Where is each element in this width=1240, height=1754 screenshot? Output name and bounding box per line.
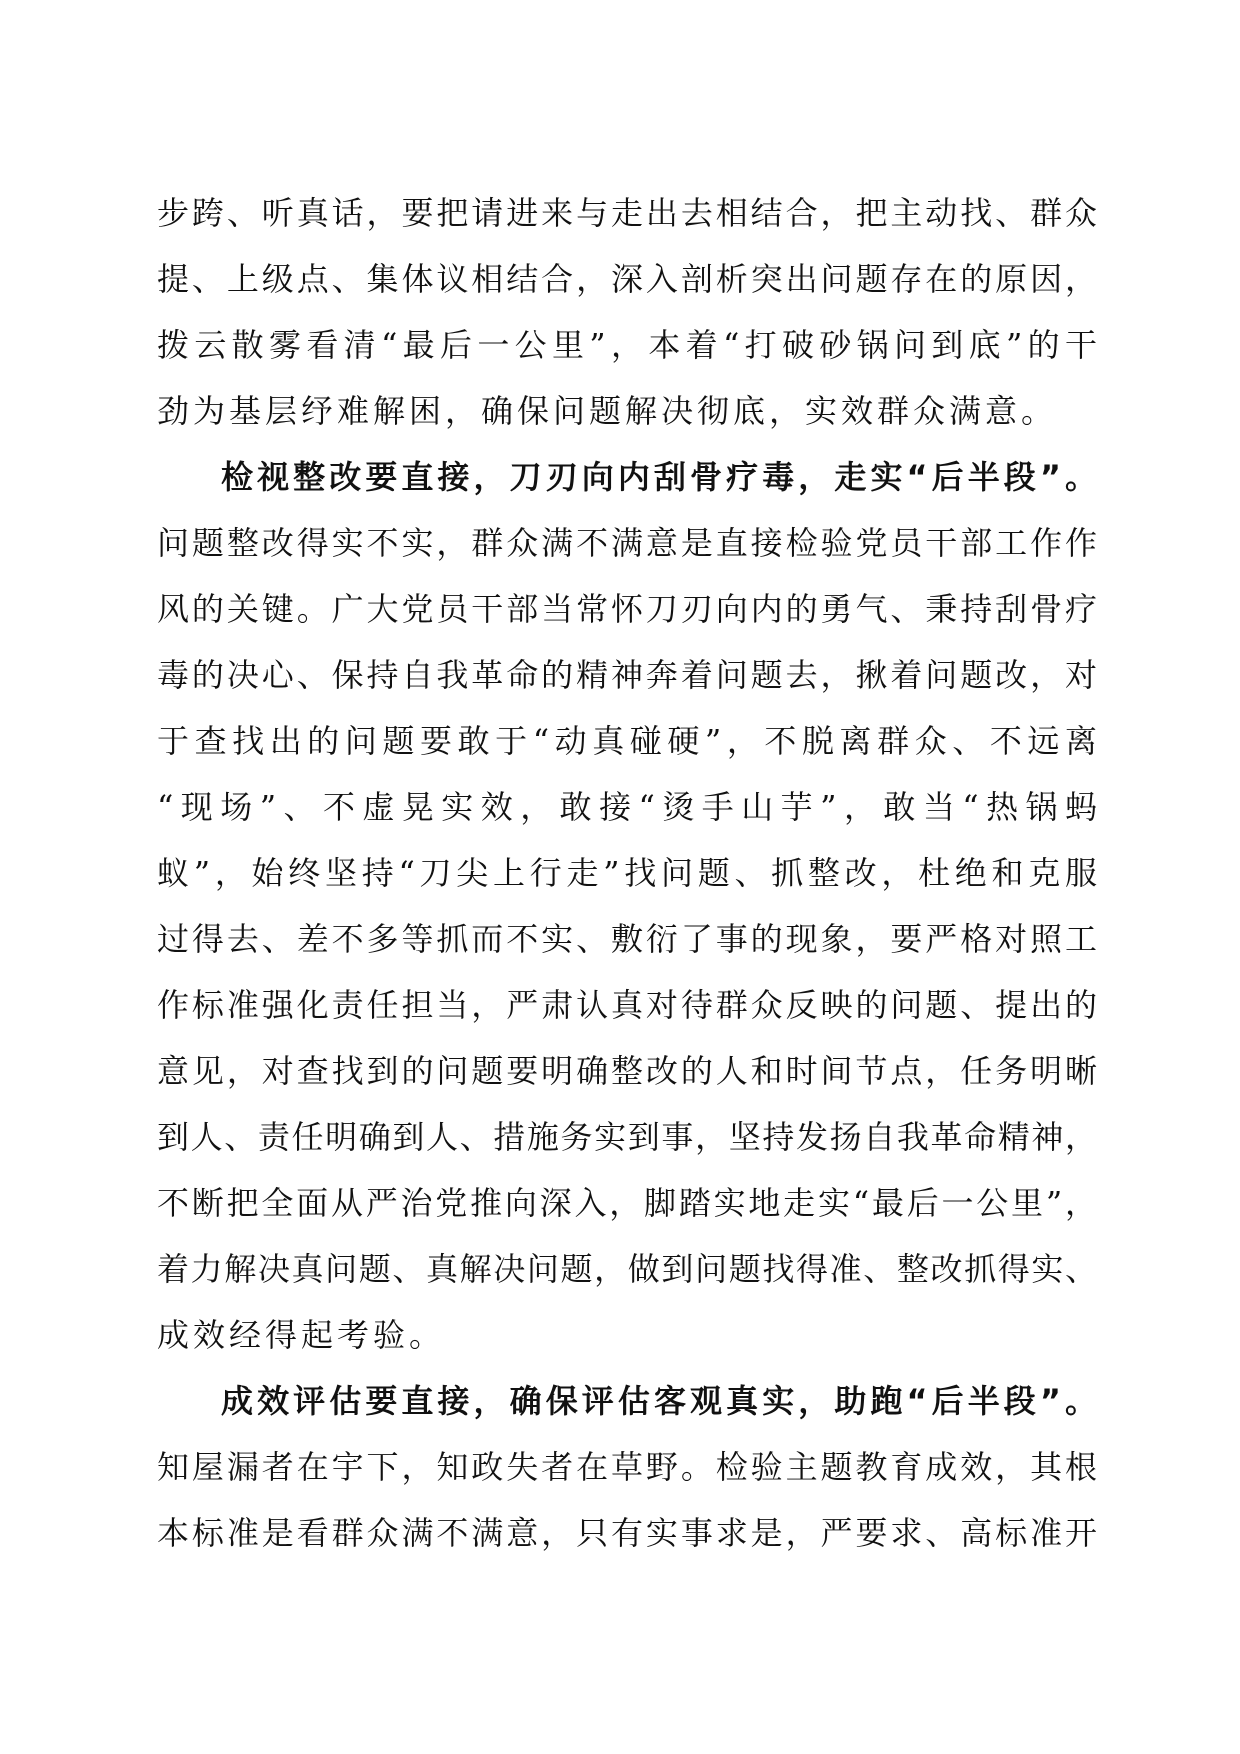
body-line: 到人、责任明确到人、措施务实到事，坚持发扬自我革命精神， — [157, 1118, 1097, 1156]
body-line: 毒的决心、保持自我革命的精神奔着问题去，揪着问题改，对 — [157, 656, 1097, 694]
body-line: 作标准强化责任担当，严肃认真对待群众反映的问题、提出的 — [157, 986, 1097, 1024]
body-line: 风的关键。广大党员干部当常怀刀刃向内的勇气、秉持刮骨疗 — [157, 590, 1097, 628]
section-heading: 检视整改要直接，刀刃向内刮骨疗毒，走实“后半段”。 — [221, 458, 1097, 496]
body-line: 蚁”，始终坚持“刀尖上行走”找问题、抓整改，杜绝和克服 — [157, 854, 1097, 892]
body-line: 劲为基层纾难解困，确保问题解决彻底，实效群众满意。 — [157, 392, 1058, 430]
body-line: 步跨、听真话，要把请进来与走出去相结合，把主动找、群众 — [157, 194, 1097, 232]
body-line: 本标准是看群众满不满意，只有实事求是，严要求、高标准开 — [157, 1514, 1097, 1552]
body-line: 着力解决真问题、真解决问题，做到问题找得准、整改抓得实、 — [157, 1250, 1097, 1288]
body-line: “现场”、不虚晃实效，敢接“烫手山芋”，敢当“热锅蚂 — [157, 788, 1097, 826]
body-line: 拨云散雾看清“最后一公里”，本着“打破砂锅问到底”的干 — [157, 326, 1097, 364]
body-line: 不断把全面从严治党推向深入，脚踏实地走实“最后一公里”， — [157, 1184, 1097, 1222]
body-line: 问题整改得实不实，群众满不满意是直接检验党员干部工作作 — [157, 524, 1097, 562]
body-line: 成效经得起考验。 — [157, 1316, 446, 1354]
body-line: 于查找出的问题要敢于“动真碰硬”，不脱离群众、不远离 — [157, 722, 1097, 760]
body-line: 提、上级点、集体议相结合，深入剖析突出问题存在的原因， — [157, 260, 1097, 298]
body-line: 意见，对查找到的问题要明确整改的人和时间节点，任务明晰 — [157, 1052, 1097, 1090]
section-heading: 成效评估要直接，确保评估客观真实，助跑“后半段”。 — [221, 1382, 1097, 1420]
body-line: 知屋漏者在宇下，知政失者在草野。检验主题教育成效，其根 — [157, 1448, 1097, 1486]
body-line: 过得去、差不多等抓而不实、敷衍了事的现象，要严格对照工 — [157, 920, 1097, 958]
